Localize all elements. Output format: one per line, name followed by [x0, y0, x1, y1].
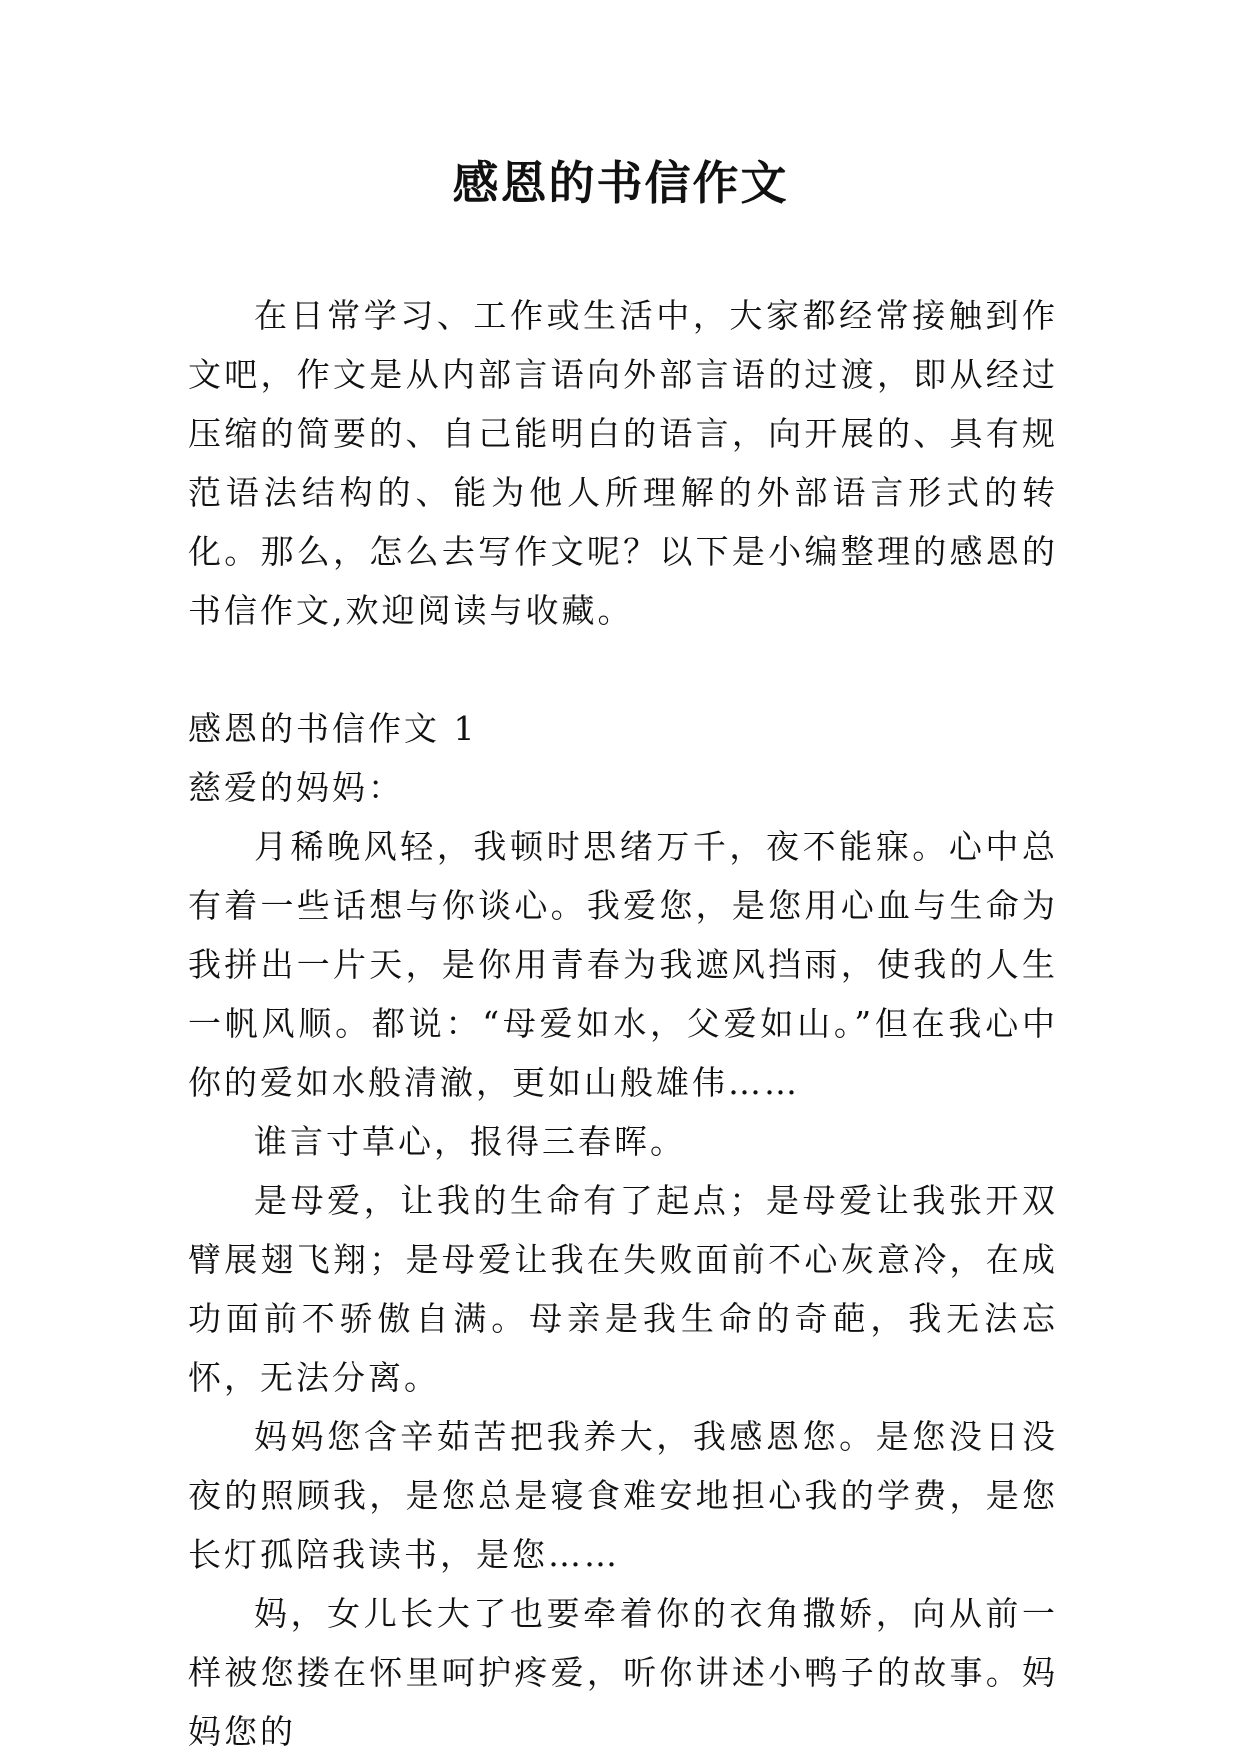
- letter-paragraph: 是母爱，让我的生命有了起点；是母爱让我张开双臂展翅飞翔；是母爱让我在失败面前不心灰意冷，在成功面前不骄傲自满。母亲是我生命的奇葩，我无法忘怀，无法分离。: [188, 1181, 1058, 1397]
- section-heading: 感恩的书信作文 1: [188, 709, 478, 748]
- document-body: [188, 286, 1058, 1761]
- letter-salutation: 慈爱的妈妈：: [188, 768, 404, 807]
- intro-paragraph: 在日常学习、工作或生活中，大家都经常接触到作文吧，作文是从内部言语向外部言语的过渡，即从经过压缩的简要的、自己能明白的语言，向开展的、具有规范语法结构的、能为他人所理解的外部语言形式的转化。那么，怎么去写作文呢？以下是小编整理的感恩的书信作文,欢迎阅读与收藏。: [188, 296, 1058, 630]
- document-title: 感恩的书信作文: [452, 156, 789, 210]
- letter-paragraph: 妈妈您含辛茹苦把我养大，我感恩您。是您没日没夜的照顾我，是您总是寝食难安地担心我的学费，是您长灯孤陪我读书，是您……: [188, 1417, 1058, 1574]
- letter-paragraph: 谁言寸草心，报得三春晖。: [254, 1122, 686, 1161]
- letter-paragraph: 妈，女儿长大了也要牵着你的衣角撒娇，向从前一样被您搂在怀里呵护疼爱，听你讲述小鸭子的故事。妈妈您的: [188, 1594, 1058, 1751]
- letter-paragraph: 月稀晚风轻，我顿时思绪万千，夜不能寐。心中总有着一些话想与你谈心。我爱您，是您用心血与生命为我拼出一片天，是你用青春为我遮风挡雨，使我的人生一帆风顺。都说：“母爱如水，父爱如山。”但在我心中你的爱如水般清澈，更如山般雄伟……: [188, 827, 1058, 1102]
